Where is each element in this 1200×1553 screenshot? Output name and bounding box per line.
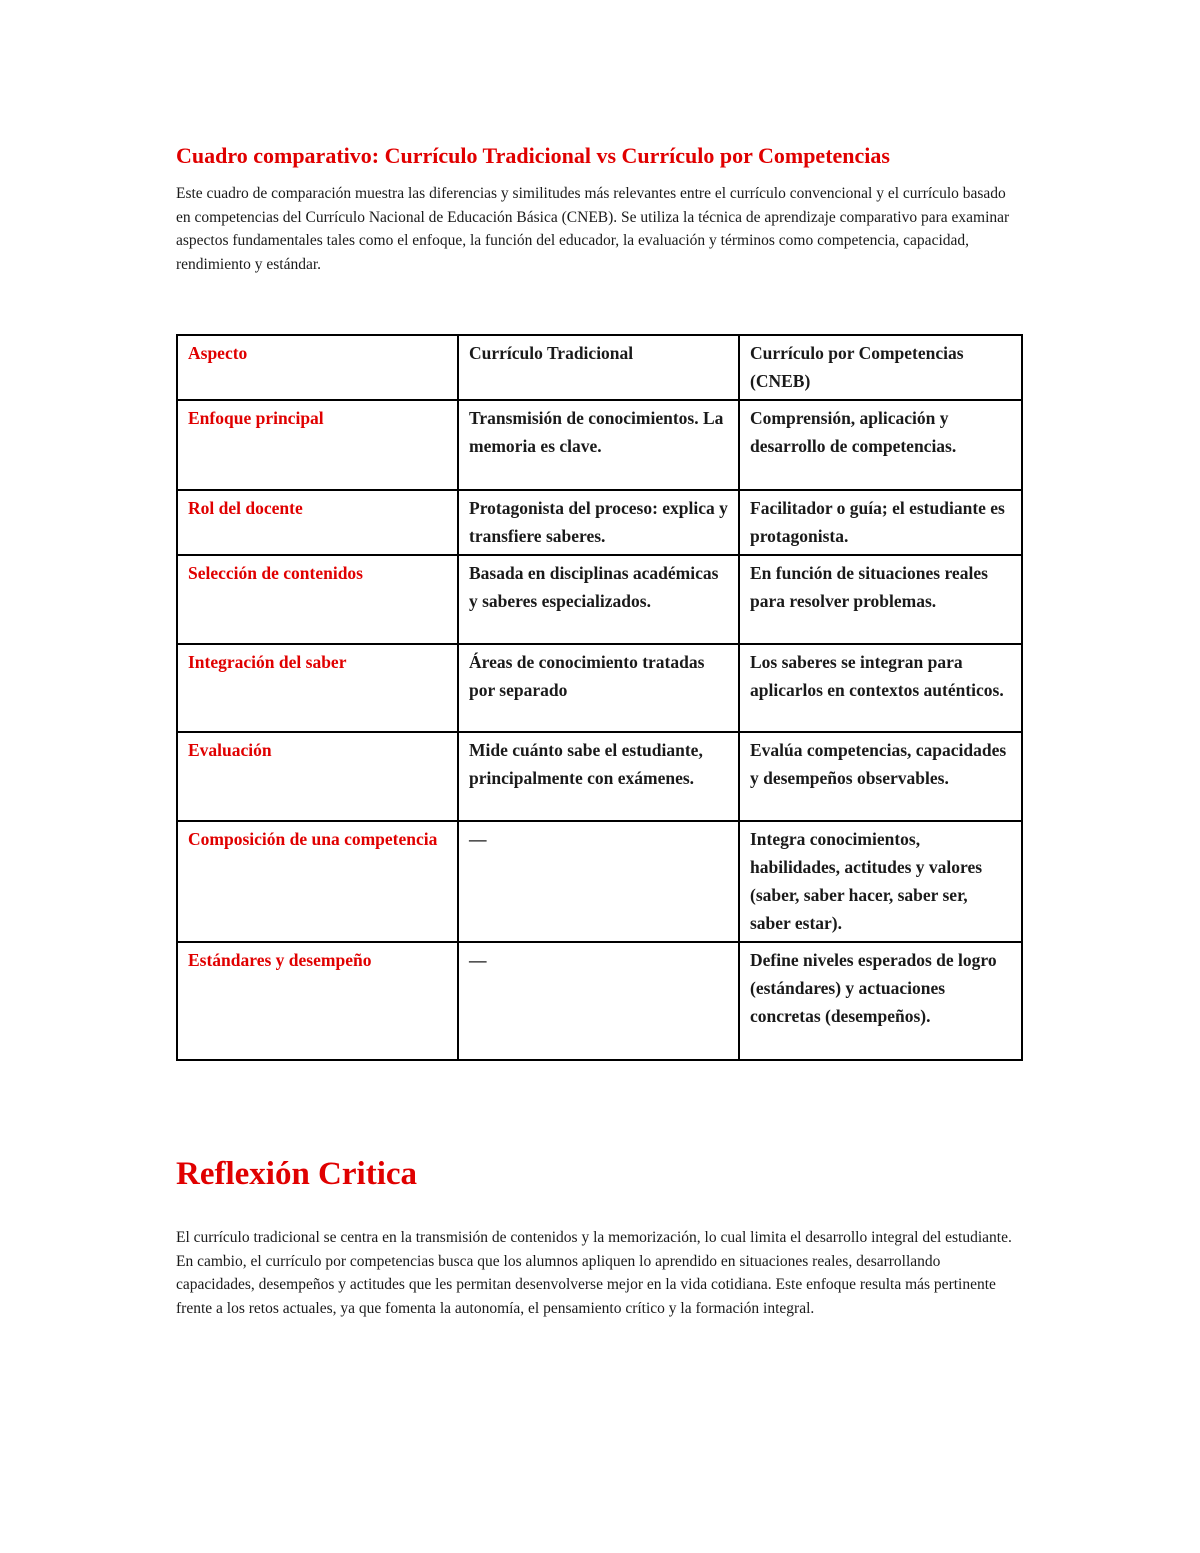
header-aspect: Aspecto [177, 335, 458, 400]
row-traditional: Áreas de conocimiento tratadas por separado [458, 644, 739, 732]
table-row [177, 555, 1022, 644]
reflection-title: Reflexión Critica [176, 1156, 418, 1192]
row-traditional: Protagonista del proceso: explica y transfiere saberes. [458, 490, 739, 555]
row-aspect: Composición de una competencia [177, 821, 458, 942]
reflection-paragraph: El currículo tradicional se centra en la transmisión de contenidos y la memorización, lo cual limita el desarrollo integral del estudiante. En cambio, el currículo por competencias busca que los alumnos apliquen lo aprendido en situaciones reales, desarrollando capacidades, desempeños y actitudes que les permitan desenvolverse mejor en la vida cotidiana. Este enfoque resulta más pertinente frente a los retos actuales, ya que fomenta la autonomía, el pensamiento crítico y la formación integral. [176, 1229, 1012, 1317]
row-aspect: Enfoque principal [177, 400, 458, 490]
row-aspect: Selección de contenidos [177, 555, 458, 644]
row-aspect: Rol del docente [177, 490, 458, 555]
intro-paragraph: Este cuadro de comparación muestra las diferencias y similitudes más relevantes entre el currículo convencional y el currículo basado en competencias del Currículo Nacional de Educación Básica (CNEB). Se utiliza la técnica de aprendizaje comparativo para examinar aspectos fundamentales tales como el enfoque, la función del educador, la evaluación y términos como competencia, capacidad, rendimiento y estándar. [176, 185, 1010, 273]
row-competencies: Integra conocimientos, habilidades, actitudes y valores (saber, saber hacer, saber ser, saber estar). [739, 821, 1022, 942]
row-traditional: Transmisión de conocimientos. La memoria es clave. [458, 400, 739, 490]
row-aspect: Estándares y desempeño [177, 942, 458, 1060]
document-title: Cuadro comparativo: Currículo Tradicional vs Currículo por Competencias [176, 143, 890, 168]
row-aspect: Integración del saber [177, 644, 458, 732]
row-competencies: Los saberes se integran para aplicarlos en contextos auténticos. [739, 644, 1022, 732]
table-row [177, 821, 1022, 942]
row-competencies: Define niveles esperados de logro (estándares) y actuaciones concretas (desempeños). [739, 942, 1022, 1060]
row-aspect: Evaluación [177, 732, 458, 821]
row-traditional: — [458, 821, 739, 942]
row-competencies: Comprensión, aplicación y desarrollo de competencias. [739, 400, 1022, 490]
row-traditional: Mide cuánto sabe el estudiante, principalmente con exámenes. [458, 732, 739, 821]
row-competencies: Facilitador o guía; el estudiante es protagonista. [739, 490, 1022, 555]
header-competencies: Currículo por Competencias (CNEB) [739, 335, 1022, 400]
row-traditional: Basada en disciplinas académicas y saberes especializados. [458, 555, 739, 644]
header-traditional: Currículo Tradicional [458, 335, 739, 400]
table-row [177, 400, 1022, 490]
row-competencies: En función de situaciones reales para resolver problemas. [739, 555, 1022, 644]
comparison-table [176, 334, 1023, 1061]
row-competencies: Evalúa competencias, capacidades y desempeños observables. [739, 732, 1022, 821]
table-row [177, 644, 1022, 732]
table-row [177, 942, 1022, 1060]
table-row [177, 490, 1022, 555]
row-traditional: — [458, 942, 739, 1060]
document-page [176, 140, 1021, 1317]
table-header-row [177, 335, 1022, 400]
table-row [177, 732, 1022, 821]
